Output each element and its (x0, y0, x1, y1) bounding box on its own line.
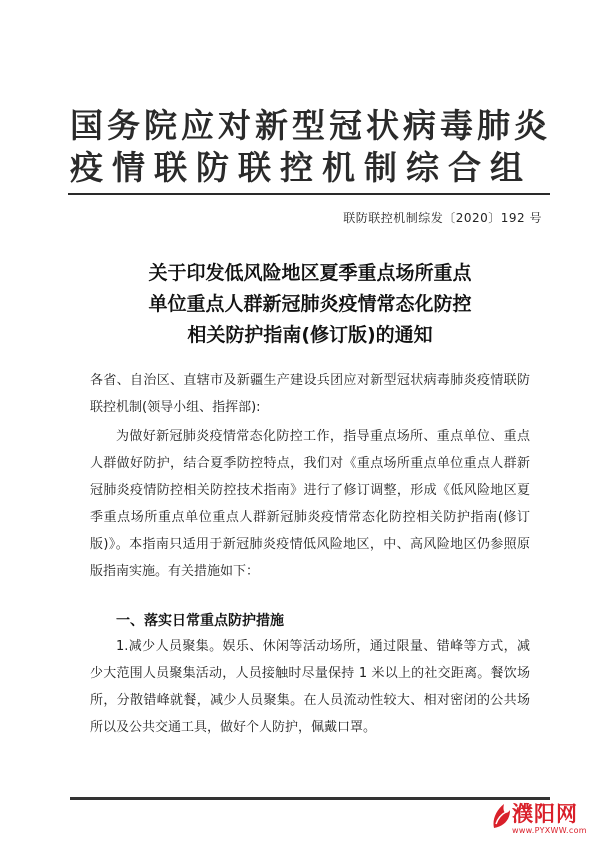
site-logo-icon (490, 800, 512, 830)
measure-paragraph: 1.减少人员聚集。娱乐、休闲等活动场所，通过限量、错峰等方式，减少大范围人员聚集活动，人员接触时尽量保持 1 米以上的社交距离。餐饮场所，分散错峰就餐，减少人员聚集。在人员流动性较大、相对密闭的公共场所以及公共交通工具，做好个人防护，佩戴口罩。 (90, 639, 530, 735)
notice-title-line-2: 单位重点人群新冠肺炎疫情常态化防控 (148, 293, 472, 315)
notice-title-line-1: 关于印发低风险地区夏季重点场所重点 (148, 262, 472, 284)
addressee: 各省、自治区、直辖市及新疆生产建设兵团应对新型冠状病毒肺炎疫情联防联控机制(领导小组、指挥部): (90, 373, 530, 415)
document-number: 联防联控机制综发〔2020〕192 号 (343, 211, 542, 225)
watermark-site-name: 濮阳网 (512, 802, 578, 826)
section-heading: 一、落实日常重点防护措施 (116, 613, 284, 629)
intro-paragraph: 为做好新冠肺炎疫情常态化防控工作，指导重点场所、重点单位、重点人群做好防护，结合夏季防控特点，我们对《重点场所重点单位重点人群新冠肺炎疫情防控相关防控技术指南》进行了修订调整，形成《低风险地区夏季重点场所重点单位重点人群新冠肺炎疫情常态化防控相关防护指南(修订版)》。本指南只适用于新冠肺炎疫情低风险地区，中、高风险地区仍参照原版指南实施。有关措施如下： (90, 429, 530, 579)
issuing-org-line-1: 国务院应对新型冠状病毒肺炎 (70, 106, 551, 145)
header-divider (68, 193, 550, 195)
site-watermark (490, 798, 600, 842)
notice-title-line-3: 相关防护指南(修订版)的通知 (187, 324, 433, 346)
issuing-org-line-2: 疫情联防联控机制综合组 (70, 148, 532, 187)
footer-divider (70, 797, 550, 800)
watermark-site-url: www.PYXWW.com (512, 826, 587, 835)
